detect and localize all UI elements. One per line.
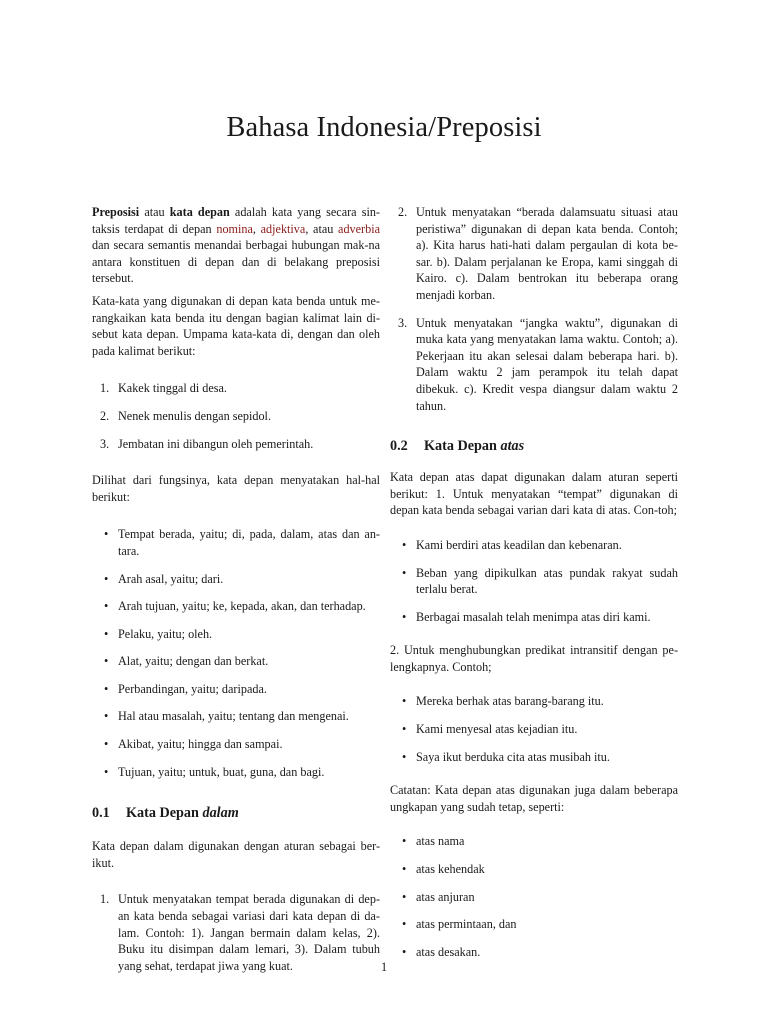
paragraph-definition: Kata-kata yang digunakan di depan kata benda untuk me-rangkaikan kata benda itu dengan bagian kalimat lain di-sebut kata depan. Umpama kata-kata di, dengan dan oleh pada kalimat berikut: <box>92 293 380 358</box>
atas-list-1 <box>390 537 678 625</box>
page-number: 1 <box>380 960 388 974</box>
bullet-icon: • <box>402 694 407 709</box>
list-item <box>92 571 380 588</box>
list-item <box>92 526 380 559</box>
list-text: atas permintaan, dan <box>416 917 517 932</box>
list-number: 1. <box>100 892 110 907</box>
list-text: Berbagai masalah telah menimpa atas diri kami. <box>416 609 651 624</box>
list-text: Arah asal, yaitu; dari. <box>118 571 224 586</box>
term-preposisi: Preposisi <box>92 205 140 219</box>
list-item <box>390 537 678 554</box>
left-column <box>92 204 380 974</box>
paragraph-functions: Dilihat dari fungsinya, kata depan menyatakan hal-hal berikut: <box>92 473 380 504</box>
list-item <box>92 380 380 397</box>
link-nomina[interactable]: nomina <box>216 221 253 236</box>
list-text: Kami menyesal atas kejadian itu. <box>416 722 578 737</box>
link-adjektiva[interactable]: adjektiva <box>260 221 306 236</box>
function-list <box>92 526 380 780</box>
section-label: Kata Depan <box>424 438 501 455</box>
list-item <box>390 693 678 710</box>
bullet-icon: • <box>104 764 109 779</box>
list-number: 3. <box>100 436 110 451</box>
section-heading-atas <box>390 437 678 455</box>
paragraph-atas-2: 2. Untuk menghubungkan predikat intransitif dengan pe-lengkapnya. Contoh; <box>390 643 678 674</box>
list-item <box>390 861 678 878</box>
bullet-icon: • <box>104 527 109 542</box>
section-number: 0.2 <box>390 438 408 455</box>
list-item <box>390 565 678 598</box>
list-text: Untuk menyatakan tempat berada digunakan di dep-an kata benda sebagai variasi dari kata depan di da-lam. Contoh: 1). Jangan bermain dalam kelas, 2). Buku itu disimpan dalam lemari, 3). Dalam tubuh yang sehat, terdapat jiwa yang kuat. <box>118 892 380 973</box>
dalam-list-continued <box>390 204 678 414</box>
list-item <box>390 944 678 961</box>
ungkapan-list <box>390 833 678 960</box>
list-item <box>390 916 678 933</box>
list-text: Untuk menyatakan “berada dalamsuatu situasi atau peristiwa” digunakan di depan kata benda. Contoh; a). Kita harus hati-hati dalam pergaulan di kota be-sar. b). Dalam perjalanan ke Eropa, kami singgah di Kairo. c). Dalam bentrokan itu beberapa orang menjadi korban. <box>416 205 678 302</box>
list-text: Akibat, yaitu; hingga dan sampai. <box>118 737 283 752</box>
bullet-icon: • <box>402 565 407 580</box>
intro-text: , <box>252 221 261 236</box>
list-text: Beban yang dipikulkan atas pundak rakyat sudah terlalu berat. <box>416 565 678 597</box>
bullet-icon: • <box>402 609 407 624</box>
bullet-icon: • <box>402 889 407 904</box>
list-text: atas kehendak <box>416 862 485 877</box>
list-item <box>92 736 380 753</box>
bullet-icon: • <box>402 537 407 552</box>
list-item <box>390 889 678 906</box>
bullet-icon: • <box>104 626 109 641</box>
atas-list-2 <box>390 693 678 765</box>
list-item <box>92 408 380 425</box>
list-text: Kakek tinggal di desa. <box>118 381 227 396</box>
list-item <box>92 764 380 781</box>
section-number: 0.1 <box>92 805 110 822</box>
example-list <box>92 380 380 452</box>
list-text: Arah tujuan, yaitu; ke, kepada, akan, dan terhadap. <box>118 599 366 614</box>
list-text: Untuk menyatakan “jangka waktu”, digunakan di muka kata yang menyatakan lama waktu. Contoh; a). Pekerjaan itu akan selesai dalam beberapa hari. b). Dalam waktu 2 jam perampok itu telah dapat dibekuk. c). Kredit vespa diangsur dalam waktu 2 tahun. <box>416 315 678 413</box>
list-item <box>92 598 380 615</box>
list-text: Pelaku, yaitu; oleh. <box>118 626 213 641</box>
list-item <box>390 721 678 738</box>
list-text: Jembatan ini dibangun oleh pemerintah. <box>118 436 314 451</box>
list-text: Kami berdiri atas keadilan dan kebenaran. <box>416 537 622 552</box>
section-heading-dalam <box>92 804 380 822</box>
bullet-icon: • <box>104 737 109 752</box>
intro-text: adalah kata yang secara sin-taksis terdapat di depan <box>92 205 380 236</box>
intro-text: atau <box>139 205 170 219</box>
page-title: Bahasa Indonesia/Preposisi <box>226 112 542 143</box>
list-item <box>92 436 380 453</box>
intro-text: , atau <box>305 221 339 236</box>
list-text: Saya ikut berduka cita atas musibah itu. <box>416 749 610 764</box>
list-text: Perbandingan, yaitu; daripada. <box>118 681 267 696</box>
list-number: 2. <box>100 408 110 423</box>
paragraph-catatan: Catatan: Kata depan atas digunakan juga dalam beberapa ungkapan yang sudah tetap, seperti: <box>390 783 678 814</box>
list-text: atas nama <box>416 834 465 849</box>
list-item <box>390 749 678 766</box>
bullet-icon: • <box>104 599 109 614</box>
list-text: Tujuan, yaitu; untuk, buat, guna, dan bagi. <box>118 764 325 779</box>
section-label: Kata Depan <box>126 805 203 822</box>
paragraph-atas-intro: Kata depan atas dapat digunakan dalam aturan seperti berikut: 1. Untuk menyatakan “tempat” digunakan di depan kata benda sebagai varian dari kata di atas. Con-toh; <box>390 470 678 518</box>
bullet-icon: • <box>104 681 109 696</box>
list-text: Nenek menulis dengan sepidol. <box>118 408 271 423</box>
bullet-icon: • <box>104 571 109 586</box>
term-kata-depan: kata depan <box>169 205 230 219</box>
intro-paragraph <box>92 204 380 287</box>
list-item <box>92 626 380 643</box>
list-item <box>390 833 678 850</box>
list-text: atas desakan. <box>416 944 481 959</box>
list-text: Mereka berhak atas barang-barang itu. <box>416 694 604 709</box>
list-item <box>390 315 678 415</box>
paragraph-dalam-intro: Kata depan dalam digunakan dengan aturan sebagai ber-ikut. <box>92 839 380 870</box>
bullet-icon: • <box>402 749 407 764</box>
link-adverbia[interactable]: adverbia <box>338 221 380 236</box>
list-text: Tempat berada, yaitu; di, pada, dalam, atas dan an-tara. <box>118 527 380 558</box>
bullet-icon: • <box>402 834 407 849</box>
list-text: Alat, yaitu; dengan dan berkat. <box>118 654 269 669</box>
list-item <box>92 653 380 670</box>
list-number: 2. <box>398 205 408 219</box>
list-item <box>92 708 380 725</box>
right-column <box>390 204 678 960</box>
list-text: Hal atau masalah, yaitu; tentang dan mengenai. <box>118 709 349 724</box>
bullet-icon: • <box>104 709 109 724</box>
list-item <box>390 204 678 304</box>
list-item <box>390 609 678 626</box>
list-number: 1. <box>100 381 110 396</box>
bullet-icon: • <box>402 944 407 959</box>
bullet-icon: • <box>402 862 407 877</box>
bullet-icon: • <box>402 722 407 737</box>
list-item <box>92 681 380 698</box>
list-number: 3. <box>398 315 408 330</box>
list-text: atas anjuran <box>416 889 475 904</box>
section-label-italic: dalam <box>202 805 239 822</box>
section-label-italic: atas <box>500 438 525 455</box>
bullet-icon: • <box>402 917 407 932</box>
bullet-icon: • <box>104 654 109 669</box>
intro-text: dan secara semantis menandai berbagai hubungan mak-na antara konstituen di depan dan di belakang preposisi tersebut. <box>92 238 380 286</box>
